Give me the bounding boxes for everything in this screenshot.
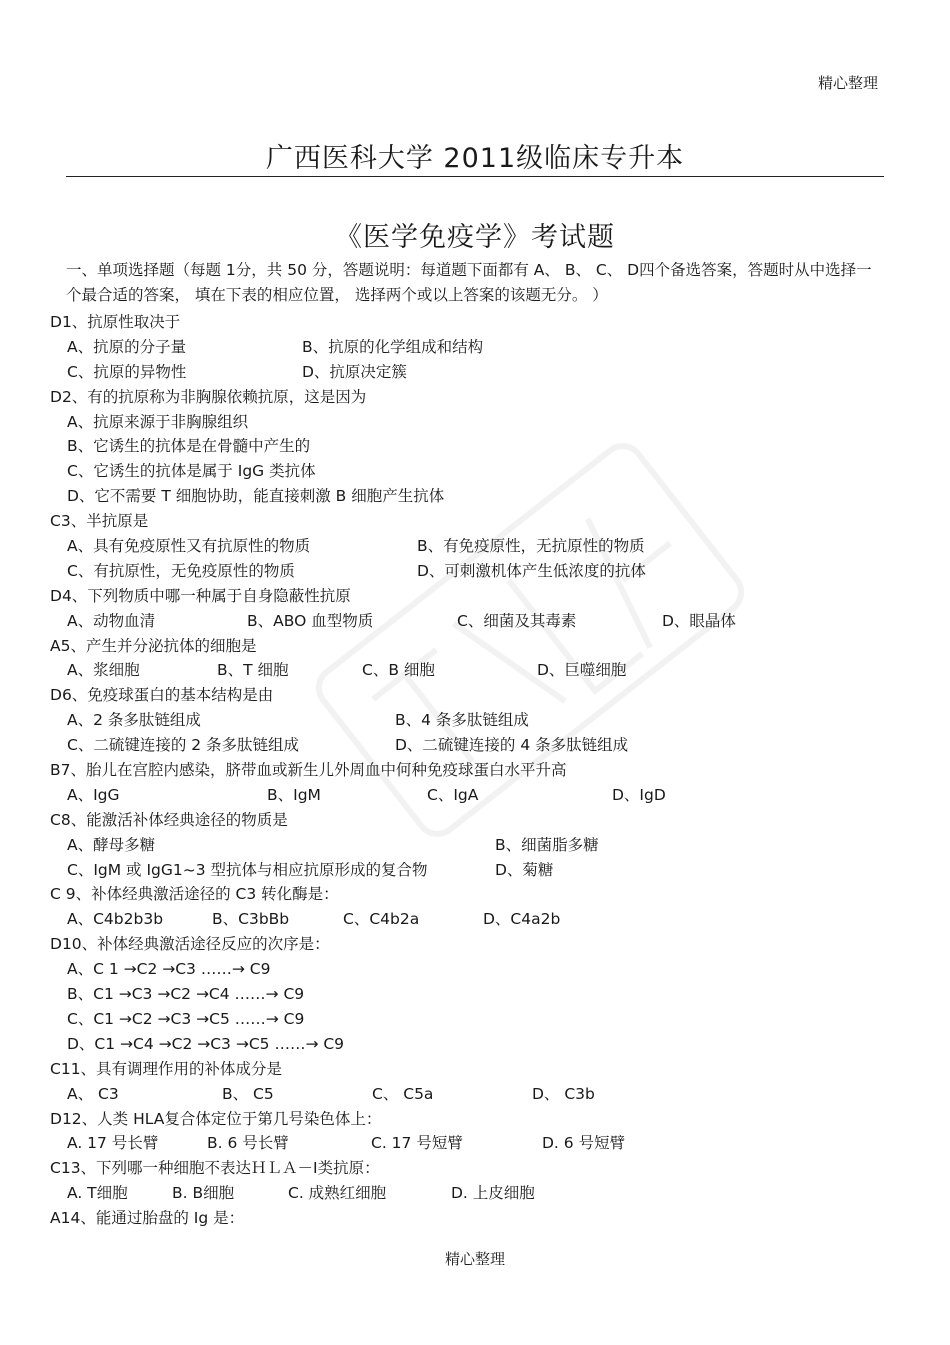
question-stem [50,1156,890,1181]
option-row [50,1032,890,1057]
question-text: 10、补体经典激活途径反应的次序是： [61,935,330,954]
option-choice: A、C 1 →C2 →C3 ……→ C9 [67,960,271,979]
option-choice: A、酵母多糖 [67,835,156,854]
option-row [50,434,890,459]
option-choice: A. 17 号长臂 [67,1134,159,1153]
option-row [50,459,890,484]
option-choice: B、有免疫原性，无抗原性的物质 [417,537,645,556]
option-choice: D、眼晶体 [662,611,736,630]
exam-subtitle: 《医学免疫学》考试题 [335,222,615,253]
option-row [50,1082,890,1107]
option-choice: C、细菌及其毒素 [457,611,577,630]
option-choice: D. 6 号短臂 [542,1134,626,1153]
option-choice: A、 C3 [67,1084,119,1103]
option-choice: D、 C3b [532,1084,595,1103]
answer-letter: D [50,686,62,705]
option-choice: D、菊糖 [495,860,554,879]
option-choice: D、它不需要 T 细胞协助，能直接刺激 B 细胞产生抗体 [67,487,445,506]
option-choice: D、可刺激机体产生低浓度的抗体 [417,561,646,580]
option-choice: D、二硫键连接的 4 条多肽链组成 [395,736,629,755]
question-text: 1、抗原性取决于 [61,313,181,331]
option-choice: A、动物血清 [67,611,156,630]
question-text: 2、有的抗原称为非胸腺依赖抗原，这是因为 [61,387,367,406]
option-choice: D、C4a2b [483,910,561,929]
option-row [50,484,890,509]
question-stem [50,758,890,783]
question-text: 8、能激活补体经典途径的物质是 [60,810,288,829]
option-choice: B. B细胞 [172,1184,235,1203]
option-choice: C、它诱生的抗体是属于 IgG 类抗体 [67,462,316,481]
option-row [50,708,890,733]
answer-letter: D [50,935,62,954]
option-choice: B、抗原的化学组成和结构 [302,337,484,356]
question-text: 14、能通过胎盘的 Ig 是： [60,1209,245,1228]
answer-letter: C [50,885,61,904]
question-list [50,310,890,1231]
section-instructions: 一、单项选择题（每题 1分，共 50 分，答题说明：每道题下面都有 A、 B、 C、 D四个备选答案，答题时从中选择一个最合适的答案， 填在下表的相应位置， 选择两个或以上答案的该题无分。 ） [66,261,872,304]
option-choice: B、IgM [267,785,321,804]
option-choice: C、二硫键连接的 2 条多肽链组成 [67,736,300,755]
option-choice: B、4 条多肽链组成 [395,711,529,730]
option-choice: A、具有免疫原性又有抗原性的物质 [67,537,311,556]
option-choice: D、C1 →C4 →C2 →C3 →C5 ……→ C9 [67,1034,345,1053]
answer-letter: D [50,1109,62,1128]
option-row [50,1181,890,1206]
answer-letter: C [50,512,61,531]
option-row [50,410,890,435]
answer-letter: B [50,761,61,780]
option-choice: B、T 细胞 [217,661,289,680]
question-text: 7、胎儿在宫腔内感染，脐带血或新生儿外周血中何种免疫球蛋白水平升高 [60,761,567,780]
question-text: 12、人类 HLA复合体定位于第几号染色体上： [61,1109,382,1128]
option-row [50,609,890,634]
answer-letter: D [50,313,62,331]
option-choice: C、抗原的异物性 [67,362,187,381]
option-choice: A、2 条多肽链组成 [67,711,201,730]
option-choice: D. 上皮细胞 [451,1184,535,1203]
option-choice: B、C3bBb [212,910,290,929]
question-text: 4、下列物质中哪一种属于自身隐蔽性抗原 [61,586,351,605]
title-divider [66,176,884,177]
option-choice: C、 C5a [372,1084,434,1103]
option-choice: A. T细胞 [67,1184,128,1203]
option-row [50,982,890,1007]
question-stem [50,808,890,833]
option-choice: D、抗原决定簇 [302,362,407,381]
option-row [50,833,890,858]
option-choice: B、细菌脂多糖 [495,835,599,854]
question-text: 9、补体经典激活途径的 C3 转化酶是： [60,885,339,904]
question-stem [50,882,890,907]
option-row [50,1131,890,1156]
option-choice: B、它诱生的抗体是在骨髓中产生的 [67,437,311,456]
option-row [50,360,890,385]
question-stem [50,1107,890,1132]
question-text: 11、具有调理作用的补体成分是 [60,1059,283,1078]
answer-letter: D [50,586,62,605]
question-text: 5、产生并分泌抗体的细胞是 [60,636,257,655]
question-stem [50,385,890,410]
option-choice: C、C1 →C2 →C3 →C5 ……→ C9 [67,1009,305,1028]
question-stem [50,1206,890,1231]
option-choice: A、C4b2b3b [67,910,164,929]
question-stem [50,310,890,335]
option-choice: C、C4b2a [343,910,420,929]
option-choice: C、IgA [427,785,479,804]
option-choice: C、B 细胞 [362,661,435,680]
answer-letter: D [50,387,62,406]
option-choice: A、浆细胞 [67,661,140,680]
question-stem [50,1057,890,1082]
question-stem [50,509,890,534]
option-row [50,335,890,360]
option-row [50,658,890,683]
page-title: 广西医科大学 2011级临床专升本 [265,143,685,174]
option-row [50,559,890,584]
option-choice: D、巨噬细胞 [537,661,627,680]
answer-letter: C [50,1159,61,1178]
option-choice: C. 成熟红细胞 [288,1184,387,1203]
option-choice: B、 C5 [222,1084,274,1103]
option-row [50,783,890,808]
option-choice: B、ABO 血型物质 [247,611,374,630]
answer-letter: C [50,810,61,829]
question-text: 6、免疫球蛋白的基本结构是由 [61,686,274,705]
option-row [50,733,890,758]
option-choice: C、有抗原性，无免疫原性的物质 [67,561,295,580]
option-choice: A、抗原的分子量 [67,337,187,356]
answer-letter: C [50,1059,61,1078]
question-stem [50,932,890,957]
option-choice: A、抗原来源于非胸腺组织 [67,412,249,431]
question-text: 13、下列哪一种细胞不表达ＨＬＡ－Ⅰ类抗原： [60,1159,380,1178]
question-stem [50,683,890,708]
option-choice: C、IgM 或 IgG1~3 型抗体与相应抗原形成的复合物 [67,860,428,879]
option-choice: B、C1 →C3 →C2 →C4 ……→ C9 [67,985,305,1004]
question-stem [50,584,890,609]
header-note: 精心整理 [817,74,878,92]
option-row [50,907,890,932]
option-choice: D、IgD [612,785,666,804]
option-row [50,1007,890,1032]
option-choice: C. 17 号短臂 [371,1134,463,1153]
option-row [50,957,890,982]
answer-letter: A [50,636,61,655]
answer-letter: A [50,1209,61,1228]
option-choice: B. 6 号长臂 [207,1134,289,1153]
question-stem [50,634,890,659]
option-choice: A、IgG [67,785,120,804]
option-row [50,534,890,559]
footer-note: 精心整理 [444,1250,505,1268]
question-text: 3、半抗原是 [60,512,149,531]
option-row [50,858,890,883]
